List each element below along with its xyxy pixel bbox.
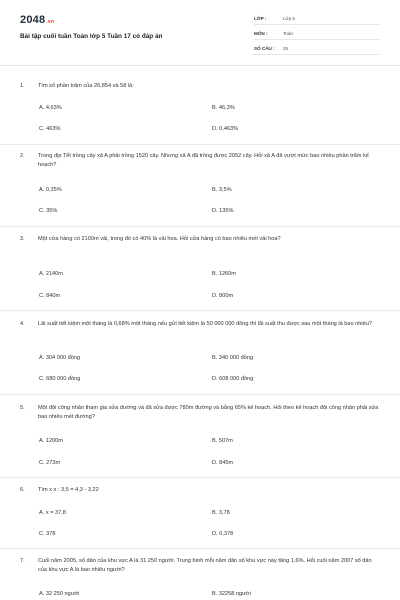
question-number: 2. xyxy=(20,153,25,159)
option-d[interactable]: D. 135% xyxy=(212,208,234,214)
meta-row-subject xyxy=(254,29,380,40)
option-a[interactable]: A. 304 000 đồng xyxy=(39,355,81,361)
question-divider xyxy=(0,144,400,145)
option-a[interactable]: A. 32 250 người xyxy=(39,591,80,597)
question-text: Trong dịp Tết trồng cây xã A phải trồng 1520 cây. Nhưng xã A đã trồng được 2052 cây. Hỏi xã A đã vượt mức bao nhiêu phần trăm kế hoạch? xyxy=(38,153,369,168)
question-text: Lãi suất tiết kiệm một tháng là 0,68% một tháng nếu gửi tiết kiệm là 50 000 000 đồng thì lãi suất thu được sau một tháng là bao nhiêu? xyxy=(38,321,372,327)
meta-row-class xyxy=(254,14,380,25)
question-number: 5. xyxy=(20,405,25,411)
meta-key: MÔN : xyxy=(254,31,268,36)
option-d[interactable]: D. 845m xyxy=(212,460,234,466)
logo-tld: .vn xyxy=(46,19,55,25)
question-text: Một cửa hàng có 2100m vải, trong đó có 40% là vải hoa. Hỏi cửa hàng có bao nhiêu mét vải hoa? xyxy=(38,236,281,242)
option-b[interactable]: B. 3,5% xyxy=(212,187,232,193)
meta-value: 25 xyxy=(283,46,289,51)
question-divider xyxy=(0,548,400,549)
question-divider xyxy=(0,310,400,311)
worksheet-title: Bài tập cuối tuần Toán lớp 5 Tuần 17 có đáp án xyxy=(20,33,163,40)
option-c[interactable]: C. 378 xyxy=(39,531,56,537)
question-text: Tìm x x : 3,5 = 4,3 - 3,22 xyxy=(38,487,99,493)
header-divider xyxy=(0,65,400,66)
option-b[interactable]: B. 46,3% xyxy=(212,105,235,111)
question-number: 3. xyxy=(20,236,25,242)
option-d[interactable]: D. 0,378 xyxy=(212,531,234,537)
meta-row-count xyxy=(254,44,380,55)
option-a[interactable]: A. 4,63% xyxy=(39,105,62,111)
meta-value: Toán xyxy=(283,31,293,36)
question-divider xyxy=(0,394,400,395)
logo-text: 2048 xyxy=(20,14,46,26)
question-text: Tìm số phần trăm của 26,854 và 58 là: xyxy=(38,83,134,89)
meta-key: LỚP : xyxy=(254,16,267,21)
question-number: 1. xyxy=(20,83,25,89)
option-c[interactable]: C. 840m xyxy=(39,293,61,299)
question-number: 7. xyxy=(20,558,25,564)
option-b[interactable]: B. 340 000 đồng xyxy=(212,355,254,361)
meta-key: SỐ CÂU : xyxy=(254,46,275,51)
option-c[interactable]: C. 680 000 đồng xyxy=(39,376,81,382)
option-b[interactable]: B. 32258 người xyxy=(212,591,251,597)
option-b[interactable]: B. 1260m xyxy=(212,271,236,277)
option-a[interactable]: A. 2140m xyxy=(39,271,63,277)
meta-value: Lớp 5 xyxy=(283,16,295,21)
question-number: 4. xyxy=(20,321,25,327)
option-a[interactable]: A. 1200m xyxy=(39,438,63,444)
option-d[interactable]: D. 608 000 đồng xyxy=(212,376,254,382)
option-a[interactable]: A. 0,35% xyxy=(39,187,62,193)
option-d[interactable]: D. 800m xyxy=(212,293,234,299)
option-c[interactable]: C. 273m xyxy=(39,460,61,466)
site-logo[interactable] xyxy=(20,14,54,26)
question-divider xyxy=(0,226,400,227)
option-a[interactable]: A. x = 37,8 xyxy=(39,510,66,516)
option-c[interactable]: C. 463% xyxy=(39,126,61,132)
option-b[interactable]: B. 507m xyxy=(212,438,233,444)
option-d[interactable]: D. 0,463% xyxy=(212,126,239,132)
question-divider xyxy=(0,477,400,478)
question-text: Một đội công nhân tham gia sửa đường và đã sửa được 780m đường và bằng 65% kế hoạch. Hỏi theo kế hoạch đội công nhân phải sửa bao nhiêu mét đường? xyxy=(38,405,379,420)
option-c[interactable]: C. 35% xyxy=(39,208,58,214)
question-number: 6. xyxy=(20,487,25,493)
question-text: Cuối năm 2005, số dân của khu vực A là 31 250 người. Trung bình mỗi năm dân số khu vực này tăng 1,6%. Hỏi cuối năm 2007 số dân của khu vực A là bao nhiêu người? xyxy=(38,558,372,573)
worksheet-header xyxy=(0,0,400,62)
option-b[interactable]: B. 3,78 xyxy=(212,510,230,516)
